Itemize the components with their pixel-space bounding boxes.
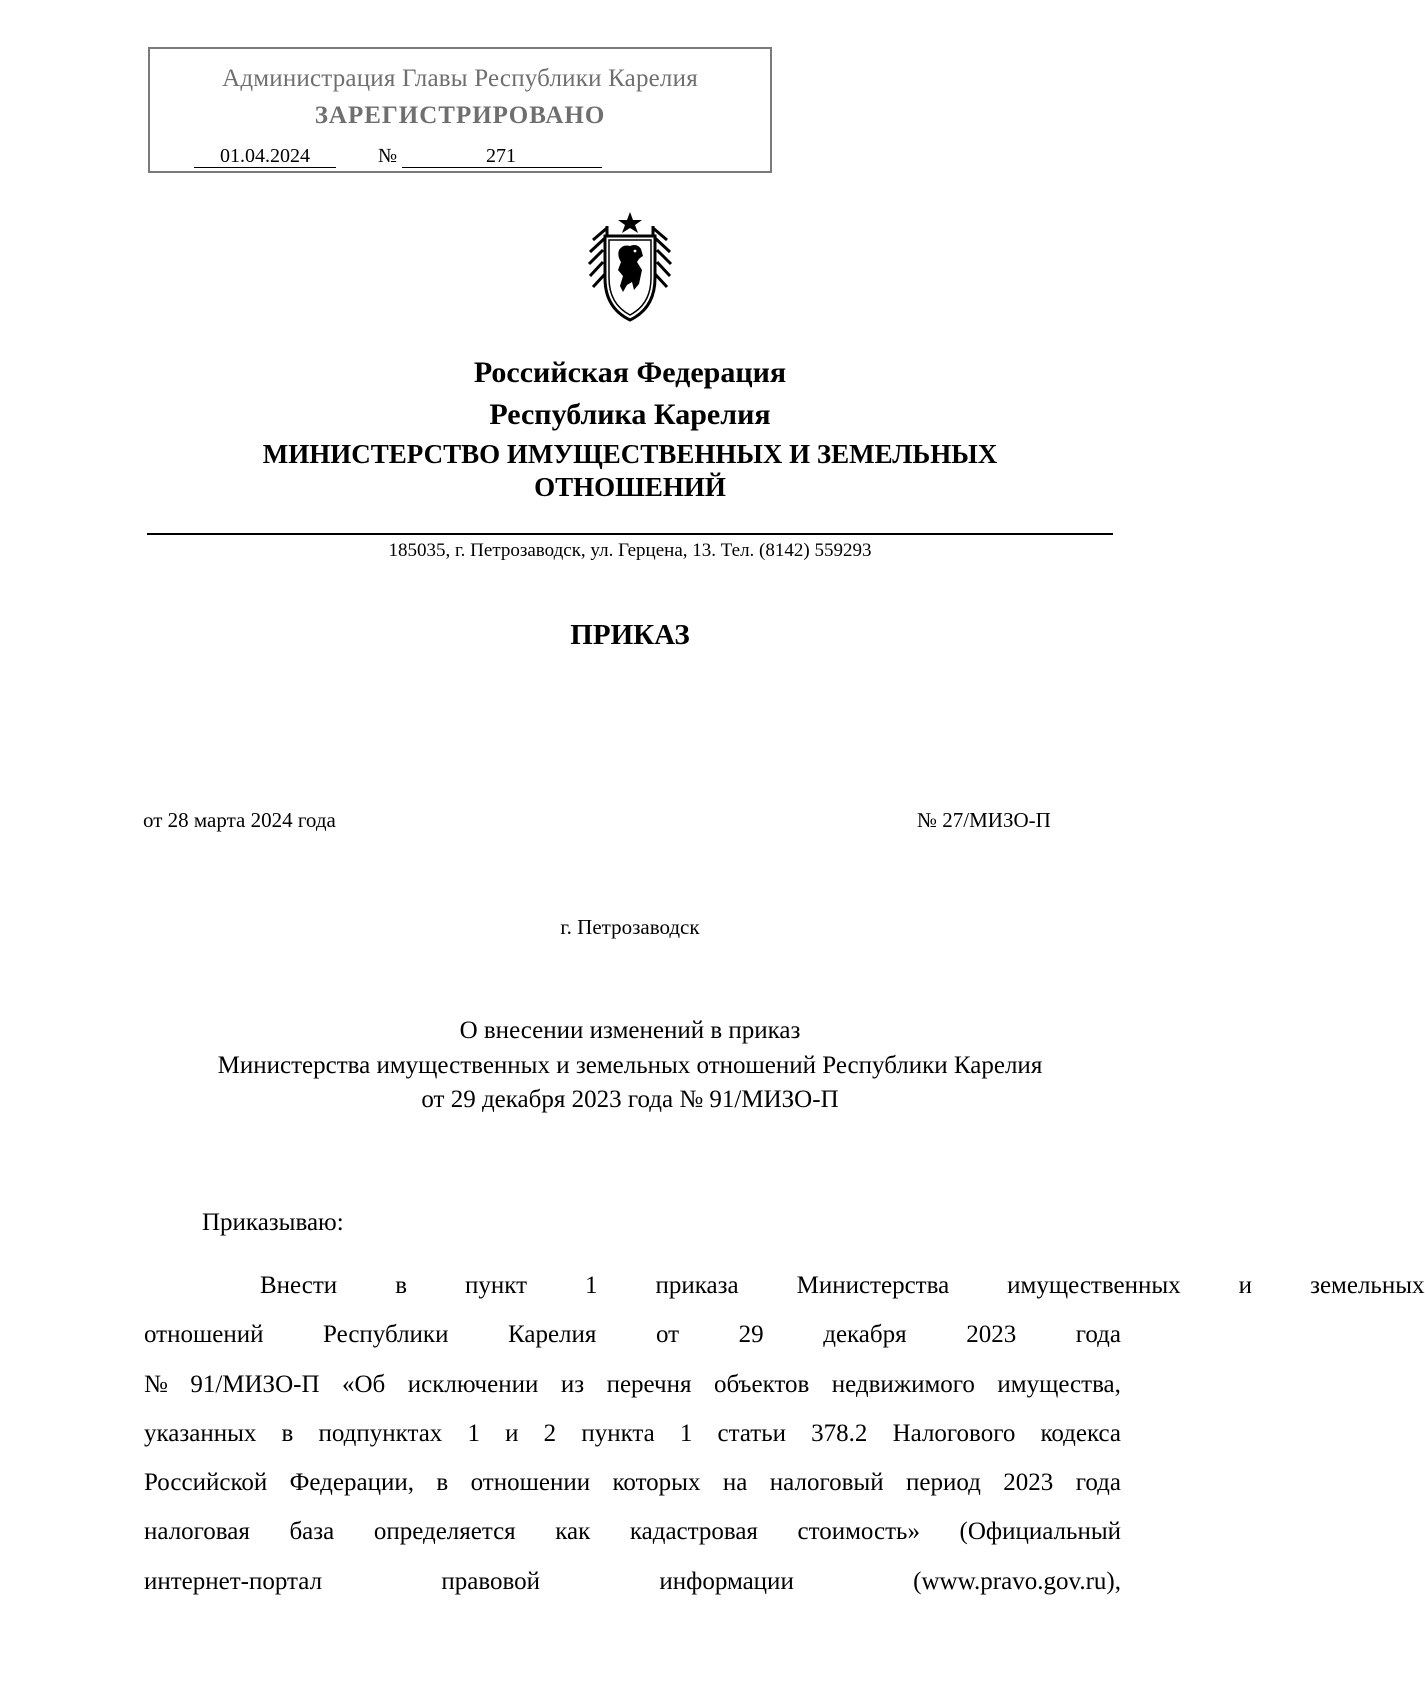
title-line: Министерства имущественных и земельных отношений Республики Карелия — [217, 1052, 1043, 1079]
registration-stamp — [148, 47, 772, 173]
header-divider — [147, 533, 1113, 535]
body-line: Российской Федерации, в отношении которых на налоговый период 2023 года — [144, 1469, 1121, 1497]
republic-heading: Республика Карелия — [489, 398, 771, 431]
stamp-date: 01.04.2024 — [194, 145, 336, 168]
document-type: ПРИКАЗ — [570, 619, 690, 651]
document-number: № 27/МИЗО-П — [917, 808, 1051, 832]
stamp-organization: Администрация Главы Республики Карелия — [222, 65, 698, 92]
stamp-number-label: № — [378, 145, 398, 167]
body-line: отношений Республики Карелия от 29 декабря 2023 года — [144, 1321, 1121, 1349]
stamp-status: ЗАРЕГИСТРИРОВАНО — [314, 102, 606, 129]
stamp-number-field — [402, 145, 602, 168]
body-line: интернет-портал правовой информации (www.pravo.gov.ru), — [144, 1567, 1121, 1595]
ministry-heading-line2: ОТНОШЕНИЙ — [534, 472, 726, 502]
order-body — [144, 1261, 1425, 1606]
order-word: Приказываю: — [202, 1209, 344, 1236]
karelia-coat-of-arms-icon — [585, 212, 675, 324]
ministry-address: 185035, г. Петрозаводск, ул. Герцена, 13. Тел. (8142) 559293 — [388, 540, 872, 561]
title-line: О внесении изменений в приказ — [459, 1017, 801, 1044]
document-city: г. Петрозаводск — [560, 915, 700, 939]
title-line: от 29 декабря 2023 года № 91/МИЗО-П — [421, 1086, 839, 1113]
body-line: № 91/МИЗО-П «Об исключении из перечня объектов недвижимого имущества, — [144, 1370, 1121, 1398]
country-heading: Российская Федерация — [473, 356, 787, 389]
body-line: указанных в подпунктах 1 и 2 пункта 1 статьи 378.2 Налогового кодекса — [144, 1419, 1121, 1447]
ministry-heading-line1: МИНИСТЕРСТВО ИМУЩЕСТВЕННЫХ И ЗЕМЕЛЬНЫХ — [262, 439, 998, 469]
body-line: налоговая база определяется как кадастровая стоимость» (Официальный — [144, 1518, 1121, 1546]
document-date: от 28 марта 2024 года — [143, 808, 336, 832]
body-line: Внести в пункт 1 приказа Министерства имущественных и земельных — [260, 1272, 1425, 1299]
stamp-number: 271 — [486, 145, 516, 167]
